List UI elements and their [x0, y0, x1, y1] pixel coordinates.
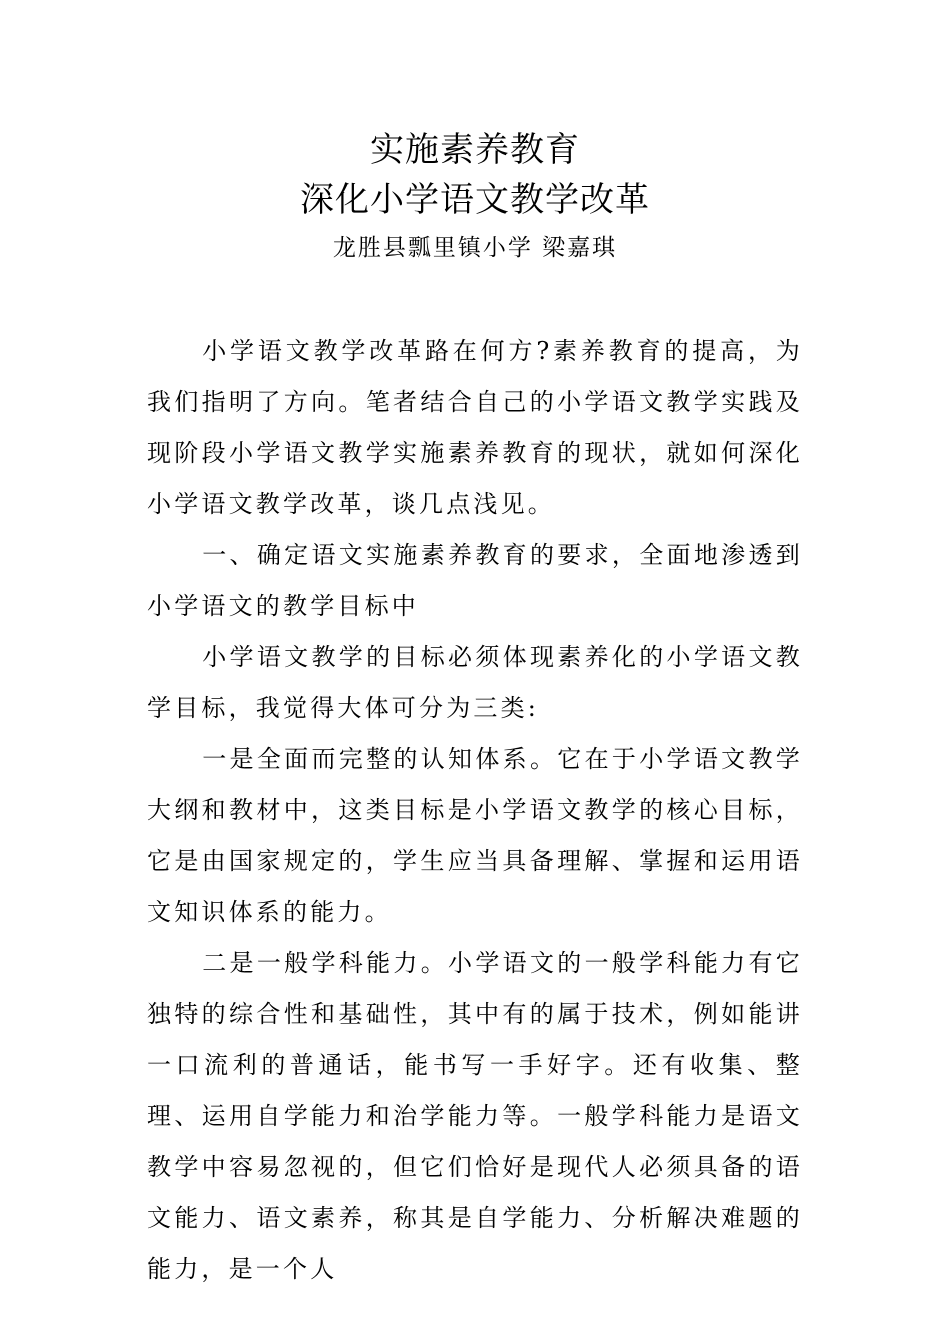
paragraph-subject-ability: 二是一般学科能力。小学语文的一般学科能力有它独特的综合性和基础性，其中有的属于技术，例如能讲一口流利的普通话，能书写一手好字。还有收集、整理、运用自学能力和治学能力等。一般学科能力是语文教学中容易忽视的，但它们恰好是现代人必须具备的语文能力、语文素养，称其是自学能力、分析解决难题的能力，是一个人 — [147, 949, 803, 1283]
paragraph-cognitive-system: 一是全面而完整的认知体系。它在于小学语文教学大纲和教材中，这类目标是小学语文教学的核心目标，它是由国家规定的，学生应当具备理解、掌握和运用语文知识体系的能力。 — [147, 745, 803, 926]
paragraph-intro: 小学语文教学改革路在何方?素养教育的提高，为我们指明了方向。笔者结合自己的小学语文教学实践及现阶段小学语文教学实施素养教育的现状，就如何深化小学语文教学改革，谈几点浅见。 — [147, 337, 803, 518]
paragraph-section-heading: 一、确定语文实施素养教育的要求，全面地渗透到小学语文的教学目标中 — [147, 541, 803, 620]
author-byline: 龙胜县瓢里镇小学 梁嘉琪 — [332, 235, 618, 261]
document-title-line1: 实施素养教育 — [370, 130, 580, 170]
paragraph-goals: 小学语文教学的目标必须体现素养化的小学语文教学目标，我觉得大体可分为三类: — [147, 643, 803, 722]
document-title-line2: 深化小学语文教学改革 — [300, 180, 650, 220]
document-body — [147, 326, 803, 1295]
